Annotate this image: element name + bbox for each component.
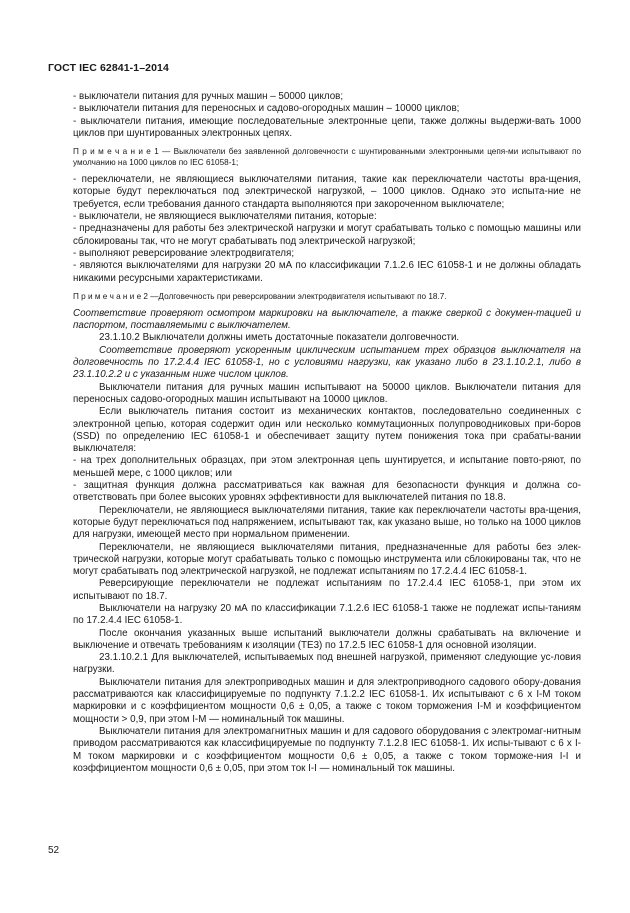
note-label: П р и м е ч а н и е 1: [73, 147, 159, 157]
compliance-text: Соответствие проверяют осмотром маркировки на выключателе, а также сверкой с докумен-тацией и паспортом, поставляемыми с выключателем.: [73, 307, 581, 332]
list-item: - выключатели питания, имеющие последовательные электронные цепи, также должны выдержи-вать 1000 циклов при шунтированных электронных цепях.: [73, 115, 581, 139]
paragraph: Если выключатель питания состоит из механических контактов, последовательно соединенных с электронной цепью, которая содержит один или несколько коммутационных полупроводниковых при-боров (SSD) по определению IEC 61058-1 и обеспечивает защиту путем понижения тока при срабаты-вании выключателя:: [73, 406, 581, 455]
clause-text: 23.1.10.2.1 Для выключателей, испытываемых под внешней нагрузкой, применяют следующие ус-ловия нагрузки.: [73, 652, 581, 676]
page-number: 52: [48, 845, 60, 856]
list-item: - являются выключателями для нагрузки 20 мА по классификации 7.1.2.6 IEC 61058-1 и не должны обладать никакими ресурсными характеристиками.: [73, 260, 581, 284]
paragraph: Выключатели питания для электромагнитных машин и для садового оборудования с электромаг-нитным приводом рассматриваются как классифицируемые по подпункту 7.1.2.8 IEC 61058-1. Их испы-тывают с 6 x I-M током маркировки и с коэффициентом мощности 0,6 ± 0,05, а также с током торможе-ния I-I и коэффициентом мощности 0,6 ± 0,05, при этом ток I-I — номинальный ток машины.: [73, 725, 581, 774]
clause-text: 23.1.10.2 Выключатели должны иметь достаточные показатели долговечности.: [99, 332, 460, 344]
paragraph: Выключатели питания для электроприводных машин и для электроприводного садового обору-дования рассматриваются как классифицируемые по подпункту 7.1.2.2 IEC 61058-1. Их испытывают с 6 x I-M током маркировки и с коэффициентом мощности 0,6 ± 0,05, а также с током торможения I-M и коэффициентом мощности > 0,9, при этом I-M — номинальный ток машины.: [73, 676, 581, 725]
document-body: [73, 91, 581, 775]
paragraph: Выключатели на нагрузку 20 мА по классификации 7.1.2.6 IEC 61058-1 также не подлежат испы-таниям по 17.2.4.4 IEC 61058-1.: [73, 602, 581, 627]
list-item: - защитная функция должна рассматриваться как важная для безопасности функция и должна со-ответствовать при более высоких уровнях эффективности для выключателей питания по 18.8.: [73, 480, 581, 504]
list-item: - на трех дополнительных образцах, при этом электронная цепь шунтируется, и испытание повто-ряют, по меньшей мере, с 1000 циклов; или: [73, 455, 581, 479]
compliance-text: Соответствие проверяют ускоренным циклическим испытанием трех образцов выключателя на долговечность по 17.2.4.4 IEC 61058-1, но с условиями нагрузки, как указано либо в 23.1.10.2.1, либо в 23.1.10.2.2 и с указанным ниже числом циклов.: [73, 344, 581, 381]
list-item: - выключатели питания для переносных и садово-огородных машин – 10000 циклов;: [73, 103, 460, 115]
note-1: [73, 146, 581, 168]
standard-header: ГОСТ IEC 62841-1–2014: [48, 62, 169, 74]
note-text: —Долговечность при реверсировании электродвигателя испытывают по 18.7.: [147, 291, 447, 301]
list-item: - выполняют реверсирование электродвигателя;: [73, 247, 295, 259]
paragraph: Переключатели, не являющиеся выключателями питания, такие как переключатели частоты вра-щения, которые будут переключаться под напряжением, испытывают так, как указано выше, но только на 1000 циклов для нагрузки, имеющей место при нормальном применении.: [73, 504, 581, 541]
paragraph: Реверсирующие переключатели не подлежат испытаниям по 17.2.4.4 IEC 61058-1, при этом их испытывают по 18.7.: [73, 578, 581, 602]
paragraph: Переключатели, не являющиеся выключателями питания, предназначенные для работы без элек-трической нагрузки, которые могут срабатывать только с помощью инструмента или сблокированы так, что не могут срабатывать под электрической нагрузкой, не подлежат испытаниям по 17.2.4.4 IEC 61058-1.: [73, 541, 581, 578]
list-item: - выключатели питания для ручных машин – 50000 циклов;: [73, 91, 344, 102]
list-item: - выключатели, не являющиеся выключателями питания, которые:: [73, 211, 377, 223]
list-item: - переключатели, не являющиеся выключателями питания, такие как переключатели частоты вра-щения, которые будут переключаться под электрической нагрузкой, – 1000 циклов. Однако это испыта-ние не требуется, если требования данного стандарта выполняются при закороченном выключателе;: [73, 174, 581, 210]
paragraph: После окончания указанных выше испытаний выключатели должны срабатывать на включение и выключение и отвечать требованиям к изоляции (ТЕ3) по 17.2.5 IEC 61058-1 для основной изоляции.: [73, 627, 581, 651]
paragraph: Выключатели питания для ручных машин испытывают на 50000 циклов. Выключатели питания для переносных садово-огородных машин испытывают на 10000 циклов.: [73, 381, 581, 405]
note-2: [73, 291, 581, 302]
list-item: - предназначены для работы без электрической нагрузки и могут срабатывать только с помощью машины или сблокированы так, что не могут срабатывать под электрической нагрузкой;: [73, 223, 581, 247]
note-text: — Выключатели без заявленной долговечности с шунтированными электронными цепя-ми испытывают по умолчанию на 1000 циклов по IEC 61058-1;: [73, 147, 581, 168]
note-label: П р и м е ч а н и е 2: [73, 291, 148, 301]
